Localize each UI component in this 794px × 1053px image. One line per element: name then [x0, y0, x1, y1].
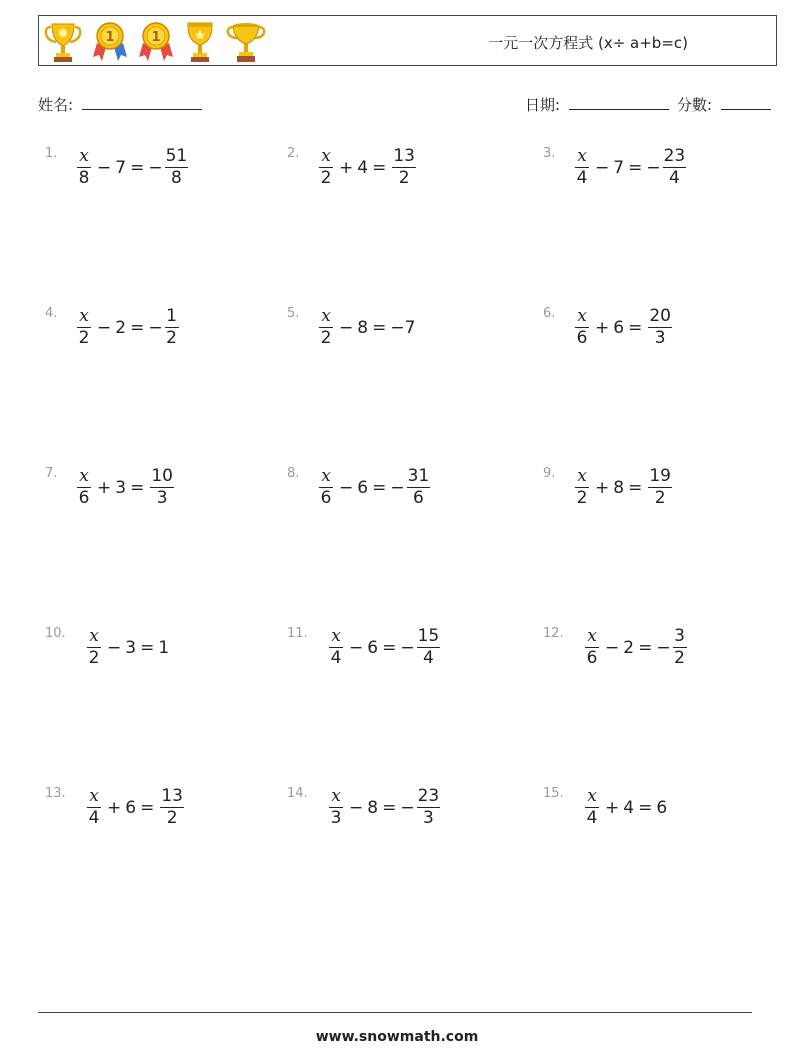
- equals-sign: =: [140, 637, 155, 658]
- date-field[interactable]: [525, 94, 669, 115]
- operator: +: [339, 157, 354, 178]
- equation: [573, 308, 674, 347]
- x-denominator: 4: [88, 808, 100, 828]
- x-fraction: [585, 628, 599, 667]
- variable-x: x: [319, 468, 333, 488]
- operator: −: [339, 477, 354, 498]
- x-fraction: [319, 308, 333, 347]
- constant-b: 4: [623, 797, 635, 818]
- problem-number: 15.: [543, 786, 564, 801]
- problem-number: 13.: [45, 786, 66, 801]
- constant-b: 6: [125, 797, 137, 818]
- problem-number: 12.: [543, 626, 564, 641]
- equals-sign: =: [130, 317, 145, 338]
- equation: [317, 148, 418, 187]
- equals-sign: =: [372, 317, 387, 338]
- variable-x: x: [319, 308, 333, 328]
- x-denominator: 6: [586, 648, 598, 668]
- constant-b: 8: [357, 317, 369, 338]
- problem-number: 1.: [45, 146, 58, 161]
- rhs-fraction: [663, 148, 687, 187]
- x-denominator: 2: [320, 328, 332, 348]
- x-denominator: 6: [78, 488, 90, 508]
- rhs-fraction: [648, 468, 672, 507]
- variable-x: x: [575, 468, 589, 488]
- rhs-sign: −: [148, 317, 163, 338]
- rhs-numerator: 3: [674, 626, 685, 646]
- constant-b: 8: [367, 797, 379, 818]
- rhs-denominator: 4: [668, 168, 680, 188]
- rhs-numerator: 13: [161, 786, 183, 806]
- x-denominator: 4: [330, 648, 342, 668]
- rhs-denominator: 3: [422, 808, 434, 828]
- constant-b: 7: [613, 157, 625, 178]
- score-label: 分數:: [677, 96, 713, 114]
- name-label: 姓名:: [38, 96, 74, 114]
- operator: −: [349, 797, 364, 818]
- worksheet-header: [38, 15, 777, 66]
- rhs-denominator: 8: [170, 168, 182, 188]
- problem-number: 4.: [45, 306, 58, 321]
- rhs-value: 1: [158, 637, 170, 658]
- constant-b: 3: [125, 637, 137, 658]
- rhs-value: −7: [390, 317, 416, 338]
- rhs-denominator: 3: [654, 328, 666, 348]
- variable-x: x: [87, 788, 101, 808]
- x-fraction: [575, 468, 589, 507]
- x-denominator: 8: [78, 168, 90, 188]
- x-fraction: [329, 628, 343, 667]
- worksheet-title: 一元一次方程式 (x÷ a+b=c): [488, 34, 688, 52]
- variable-x: x: [77, 148, 91, 168]
- problem-number: 6.: [543, 306, 556, 321]
- date-label: 日期:: [525, 96, 561, 114]
- constant-b: 3: [115, 477, 127, 498]
- variable-x: x: [87, 628, 101, 648]
- variable-x: x: [319, 148, 333, 168]
- rhs-sign: −: [390, 477, 405, 498]
- equation: [317, 468, 432, 507]
- equals-sign: =: [628, 477, 643, 498]
- operator: −: [97, 157, 112, 178]
- equals-sign: =: [628, 317, 643, 338]
- x-denominator: 4: [586, 808, 598, 828]
- problem-number: 2.: [287, 146, 300, 161]
- equation: [75, 468, 176, 507]
- x-denominator: 2: [78, 328, 90, 348]
- rhs-numerator: 15: [417, 626, 440, 646]
- trophy-star-icon: [183, 21, 217, 63]
- x-denominator: 2: [88, 648, 100, 668]
- rhs-fraction: [648, 308, 672, 347]
- constant-b: 4: [357, 157, 369, 178]
- problem-number: 14.: [287, 786, 308, 801]
- constant-b: 8: [613, 477, 625, 498]
- rhs-sign: −: [400, 797, 415, 818]
- rhs-fraction: [392, 148, 416, 187]
- operator: −: [605, 637, 620, 658]
- rhs-fraction: [407, 468, 431, 507]
- rhs-numerator: 51: [165, 146, 188, 166]
- x-fraction: [585, 788, 599, 827]
- operator: −: [339, 317, 354, 338]
- x-fraction: [87, 628, 101, 667]
- rhs-numerator: 10: [151, 466, 173, 486]
- equals-sign: =: [130, 477, 145, 498]
- problem-number: 8.: [287, 466, 300, 481]
- footer-divider: [38, 1012, 752, 1013]
- variable-x: x: [575, 148, 589, 168]
- rhs-denominator: 2: [654, 488, 666, 508]
- rhs-fraction: [673, 628, 687, 667]
- x-denominator: 6: [320, 488, 332, 508]
- equation: [573, 468, 674, 507]
- constant-b: 6: [613, 317, 625, 338]
- operator: −: [107, 637, 122, 658]
- x-fraction: [319, 148, 333, 187]
- equation: [75, 308, 181, 347]
- equation: [583, 628, 689, 667]
- equals-sign: =: [382, 637, 397, 658]
- score-field[interactable]: [677, 94, 771, 115]
- rhs-fraction: [165, 308, 179, 347]
- variable-x: x: [585, 628, 599, 648]
- rhs-value: 6: [656, 797, 668, 818]
- x-denominator: 2: [320, 168, 332, 188]
- operator: −: [97, 317, 112, 338]
- equation: [75, 148, 190, 187]
- trophy-icon: [43, 21, 83, 63]
- rhs-denominator: 2: [166, 808, 178, 828]
- rhs-numerator: 13: [393, 146, 415, 166]
- variable-x: x: [77, 468, 91, 488]
- x-denominator: 3: [330, 808, 342, 828]
- x-denominator: 4: [576, 168, 588, 188]
- rhs-fraction: [417, 628, 441, 667]
- constant-b: 2: [115, 317, 127, 338]
- equals-sign: =: [372, 477, 387, 498]
- rhs-denominator: 2: [674, 648, 685, 668]
- problem-number: 11.: [287, 626, 308, 641]
- operator: +: [605, 797, 620, 818]
- x-denominator: 2: [576, 488, 588, 508]
- svg-text:1: 1: [151, 30, 161, 45]
- icon-row: [43, 21, 267, 63]
- variable-x: x: [329, 628, 343, 648]
- equals-sign: =: [628, 157, 643, 178]
- equation: [85, 788, 186, 827]
- equals-sign: =: [372, 157, 387, 178]
- rhs-fraction: [417, 788, 441, 827]
- constant-b: 7: [115, 157, 127, 178]
- operator: +: [595, 317, 610, 338]
- x-fraction: [319, 468, 333, 507]
- equation: [85, 628, 169, 667]
- trophy-icon: [225, 21, 267, 63]
- equation: [583, 788, 667, 827]
- equals-sign: =: [638, 797, 653, 818]
- operator: −: [349, 637, 364, 658]
- x-fraction: [87, 788, 101, 827]
- operator: −: [595, 157, 610, 178]
- rhs-sign: −: [646, 157, 661, 178]
- rhs-denominator: 3: [156, 488, 168, 508]
- equals-sign: =: [140, 797, 155, 818]
- problem-number: 7.: [45, 466, 58, 481]
- score-blank[interactable]: [721, 95, 771, 110]
- rhs-denominator: 2: [166, 328, 177, 348]
- rhs-numerator: 31: [407, 466, 430, 486]
- x-fraction: [575, 148, 589, 187]
- equation: [327, 628, 442, 667]
- variable-x: x: [575, 308, 589, 328]
- operator: +: [107, 797, 122, 818]
- problem-number: 9.: [543, 466, 556, 481]
- rhs-denominator: 2: [398, 168, 410, 188]
- equation: [573, 148, 688, 187]
- medal-icon: [91, 21, 129, 63]
- x-denominator: 6: [576, 328, 588, 348]
- problem-number: 10.: [45, 626, 66, 641]
- x-fraction: [77, 308, 91, 347]
- equals-sign: =: [638, 637, 653, 658]
- problem-number: 5.: [287, 306, 300, 321]
- constant-b: 6: [367, 637, 379, 658]
- x-fraction: [77, 148, 91, 187]
- equals-sign: =: [130, 157, 145, 178]
- variable-x: x: [77, 308, 91, 328]
- constant-b: 6: [357, 477, 369, 498]
- svg-text:1: 1: [105, 30, 115, 45]
- name-field[interactable]: [38, 94, 202, 115]
- problem-number: 3.: [543, 146, 556, 161]
- rhs-fraction: [160, 788, 184, 827]
- x-fraction: [77, 468, 91, 507]
- rhs-numerator: 1: [166, 306, 177, 326]
- operator: +: [97, 477, 112, 498]
- rhs-fraction: [165, 148, 189, 187]
- date-blank[interactable]: [569, 95, 669, 110]
- operator: +: [595, 477, 610, 498]
- rhs-sign: −: [400, 637, 415, 658]
- variable-x: x: [329, 788, 343, 808]
- x-fraction: [329, 788, 343, 827]
- equals-sign: =: [382, 797, 397, 818]
- constant-b: 2: [623, 637, 635, 658]
- medal-icon: [137, 21, 175, 63]
- variable-x: x: [585, 788, 599, 808]
- rhs-numerator: 23: [663, 146, 686, 166]
- rhs-denominator: 6: [412, 488, 424, 508]
- x-fraction: [575, 308, 589, 347]
- rhs-sign: −: [148, 157, 163, 178]
- footer-url: www.snowmath.com: [315, 1029, 479, 1045]
- equation: [327, 788, 442, 827]
- name-blank[interactable]: [82, 95, 202, 110]
- rhs-sign: −: [656, 637, 671, 658]
- rhs-numerator: 20: [649, 306, 671, 326]
- equation: [317, 308, 415, 347]
- rhs-fraction: [150, 468, 174, 507]
- rhs-denominator: 4: [422, 648, 434, 668]
- rhs-numerator: 19: [649, 466, 671, 486]
- rhs-numerator: 23: [417, 786, 440, 806]
